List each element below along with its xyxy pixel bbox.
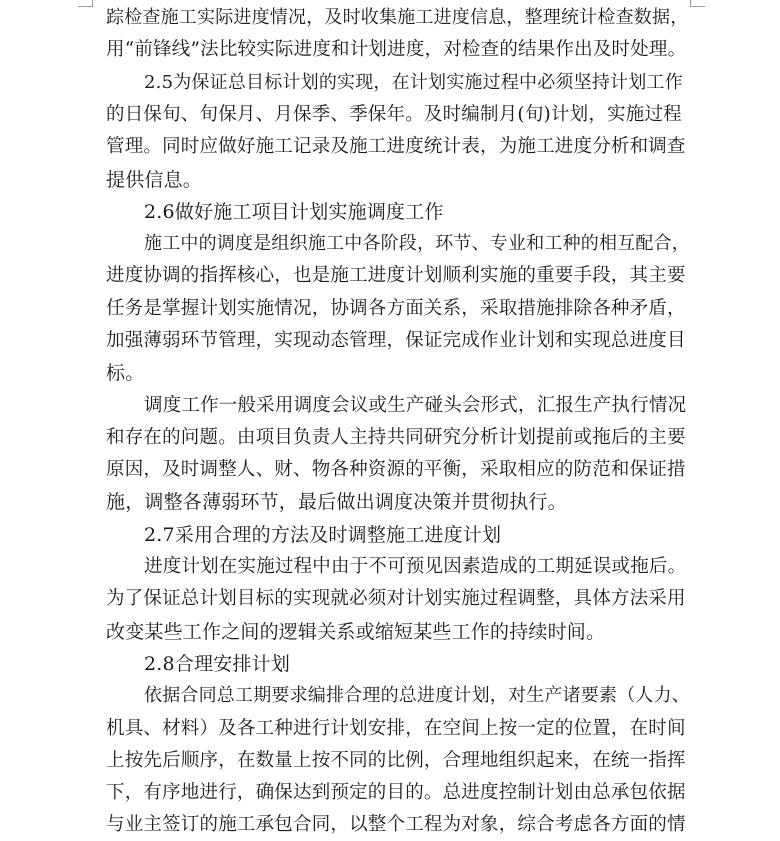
text-line: 和存在的问题。由项目负责人主持共同研究分析计划提前或拖后的主要 <box>106 427 686 448</box>
text-line: 进度协调的指挥核心，也是施工进度计划顺利实施的重要手段，其主要 <box>106 265 686 286</box>
text-line: 下，有序地进行，确保达到预定的目的。总进度控制计划由总承包依据 <box>106 782 686 803</box>
text-line: 管理。同时应做好施工记录及施工进度统计表，为施工进度分析和调查 <box>106 136 686 157</box>
text-line: 改变某些工作之间的逻辑关系或缩短某些工作的持续时间。 <box>106 621 606 643</box>
text-line: 施，调整各薄弱环节，最后做出调度决策并贯彻执行。 <box>106 491 567 513</box>
margin-corner-mark-right <box>690 0 705 7</box>
text-line: 2.6做好施工项目计划实施调度工作 <box>144 201 444 223</box>
text-line: 为了保证总计划目标的实现就必须对计划实施过程调整，具体方法采用 <box>106 588 686 609</box>
text-line: 上按先后顺序，在数量上按不同的比例，合理地组织起来，在统一指挥 <box>106 750 686 771</box>
text-line: 踪检查施工实际进度情况，及时收集施工进度信息，整理统计检查数据， <box>106 7 689 28</box>
text-line: 原因，及时调整人、财、物各种资源的平衡，采取相应的防范和保证措 <box>106 459 686 480</box>
margin-corner-mark-left <box>78 0 93 7</box>
text-line: 2.8合理安排计划 <box>144 653 291 675</box>
text-line: 加强薄弱环节管理，实现动态管理，保证完成作业计划和实现总进度目 <box>106 330 686 351</box>
text-line: 用“前锋线”法比较实际进度和计划进度，对检查的结果作出及时处理。 <box>106 39 687 60</box>
text-line: 与业主签订的施工承包合同，以整个工程为对象，综合考虑各方面的情 <box>106 814 686 835</box>
text-line: 2.7采用合理的方法及时调整施工进度计划 <box>144 524 502 546</box>
text-line: 依据合同总工期要求编排合理的总进度计划，对生产诸要素（人力、 <box>144 685 690 706</box>
text-line: 机具、材料）及各工种进行计划安排，在空间上按一定的位置，在时间 <box>106 718 686 739</box>
text-line: 任务是掌握计划实施情况，协调各方面关系，采取措施排除各种矛盾， <box>106 298 686 319</box>
text-line: 提供信息。 <box>106 169 203 191</box>
text-line: 的日保旬、旬保月、月保季、季保年。及时编制月(旬)计划，实施过程 <box>106 104 682 125</box>
text-line: 进度计划在实施过程中由于不可预见因素造成的工期延误或拖后。 <box>144 556 687 577</box>
text-line: 标。 <box>106 362 145 384</box>
text-line: 2.5为保证总目标计划的实现，在计划实施过程中必须坚持计划工作 <box>144 72 683 93</box>
text-line: 施工中的调度是组织施工中各阶段，环节、专业和工种的相互配合， <box>144 233 690 254</box>
text-line: 调度工作一般采用调度会议或生产碰头会形式，汇报生产执行情况 <box>144 395 687 416</box>
